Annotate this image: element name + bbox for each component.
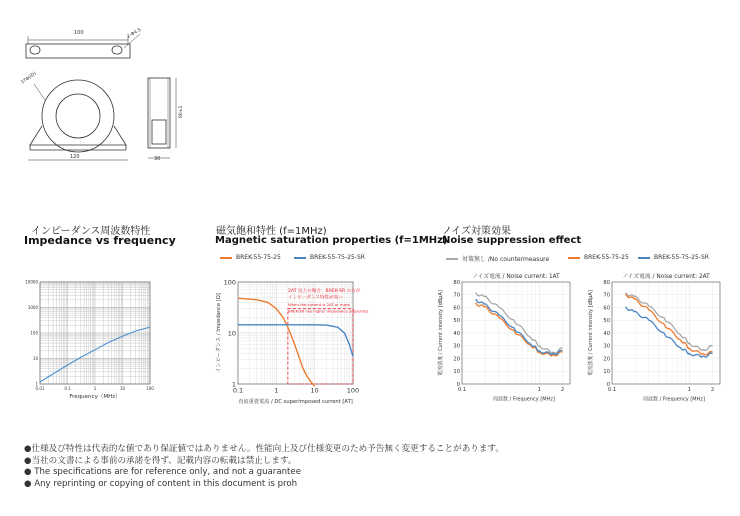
legend-saturation-1: BREK-55-75-25-SR — [294, 254, 365, 261]
annotation-text: インピーダンス特性が高い — [288, 295, 343, 301]
saturation-title-jp: 磁気飽和特性 (f=1MHz) — [216, 226, 327, 237]
x-axis-label: 周波数 / Frequency [MHz] — [643, 396, 705, 403]
note-line: ●仕様及び特性は代表的な値であり保証値ではありません。性能向上及び仕様変更のため予告無く変更することがあります。 — [24, 444, 504, 454]
saturation-title-en: Magnetic saturation properties (f=1MHz) — [215, 235, 448, 246]
annotation-text: When the current is 2AT or more — [288, 302, 350, 307]
y-tick-label: 10 — [32, 355, 38, 361]
annotation-text: BREK-SR has higher impedance properties — [288, 308, 369, 314]
y-tick-label: 30 — [603, 343, 610, 350]
top-view-drawing — [26, 34, 140, 58]
x-axis-label: 直流重畳電流 / DC superimposed current [AT] — [238, 399, 353, 405]
y-tick-label: 1 — [231, 380, 236, 389]
x-tick-label: 0.1 — [64, 386, 71, 391]
x-tick-label: 0.1 — [232, 386, 244, 395]
y-tick-label: 70 — [603, 292, 610, 299]
notes-block — [24, 444, 504, 490]
y-tick-label: 60 — [603, 305, 610, 312]
x-tick-label: 1 — [687, 387, 691, 394]
x-axis-label: 周波数 / Frequency [MHz] — [493, 396, 555, 403]
noise-title-jp: ノイズ対策効果 — [442, 226, 511, 237]
legend-noise-0: 対策無し /No countermeasure — [446, 254, 549, 263]
x-tick-label: 1 — [274, 386, 279, 395]
y-tick-label: 1 — [35, 381, 38, 387]
side-width-label: 30 — [154, 156, 161, 162]
chart-title: ノイズ電流 / Noise current: 1AT — [472, 274, 560, 280]
y-tick-label: 100 — [30, 330, 38, 336]
y-tick-label: 30 — [453, 343, 460, 350]
x-tick-label: 100 — [146, 386, 154, 391]
annotation-text: 2AT 以上の場合、BREK-SR の方が — [288, 289, 361, 294]
x-tick-label: 0.1 — [607, 387, 617, 394]
legend-noise-1: BREK-55-75-25 — [568, 254, 629, 261]
side-view-drawing — [148, 78, 176, 158]
x-axis-label: Frequency（MHz） — [69, 394, 121, 400]
note-line: ●当社の文書による事前の承諾を得ず、記載内容の転載は禁止します。 — [24, 455, 297, 466]
noise-chart-2at — [586, 266, 730, 408]
y-tick-label: 20 — [603, 356, 610, 363]
top-width-label: 100 — [74, 30, 84, 36]
y-tick-label: 70 — [453, 292, 460, 299]
y-axis-label: インピーダンス / Impedance [Ω] — [216, 293, 222, 373]
y-tick-label: 60 — [453, 305, 460, 312]
y-tick-label: 50 — [453, 318, 460, 325]
impedance-title-jp: インピーダンス周波数特性 — [31, 226, 151, 237]
y-tick-label: 40 — [453, 330, 460, 337]
legend-saturation-0: BREK-55-75-25 — [220, 254, 281, 261]
x-tick-label: 2 — [710, 387, 715, 394]
x-tick-label: 10 — [119, 386, 126, 391]
y-tick-label: 80 — [453, 279, 460, 286]
impedance-chart — [24, 276, 160, 406]
chart-title: ノイズ電流 / Noise current: 2AT — [622, 274, 710, 280]
noise-chart-1at — [436, 266, 580, 408]
note-line: ● The specifications are for reference only, and not a guarantee — [24, 467, 301, 477]
y-tick-label: 10 — [227, 329, 236, 338]
x-tick-label: 0.01 — [35, 386, 45, 391]
dimension-drawings — [0, 0, 230, 175]
hole-label: 2-Φ4.5 — [126, 27, 143, 40]
x-tick-label: 1 — [93, 386, 97, 391]
legend-noise-2: BREK-55-75-25-SR — [638, 254, 709, 261]
x-tick-label: 1 — [537, 387, 541, 394]
core-label: 37Φ(ID) — [20, 71, 38, 86]
y-tick-label: 10 — [453, 369, 460, 376]
x-tick-label: 2 — [560, 387, 565, 394]
base-width-label: 120 — [70, 154, 80, 160]
y-tick-label: 50 — [603, 318, 610, 325]
note-line: ● Any reprinting or copying of content in this document is proh — [24, 478, 298, 489]
y-tick-label: 10 — [603, 369, 610, 376]
x-tick-label: 0.1 — [457, 387, 467, 394]
y-axis-label: 電流強度 / Current intensity [dBμA] — [438, 290, 444, 376]
y-tick-label: 20 — [453, 356, 460, 363]
y-tick-label: 100 — [223, 278, 236, 287]
saturation-chart — [210, 270, 380, 406]
impedance-title-en: Impedance vs frequency — [24, 234, 176, 247]
y-tick-label: 40 — [603, 330, 610, 337]
x-tick-label: 100 — [346, 386, 360, 395]
front-view-drawing — [28, 80, 128, 160]
noise-title-en: Noise suppression effect — [442, 235, 582, 246]
y-tick-label: 1000 — [27, 304, 38, 310]
height-label: 86±1 — [179, 105, 184, 118]
x-tick-label: 10 — [310, 386, 319, 395]
y-tick-label: 10000 — [25, 279, 38, 285]
y-tick-label: 0 — [606, 381, 610, 388]
y-axis-label: 電流強度 / Current intensity [dBμA] — [588, 290, 594, 376]
y-tick-label: 0 — [456, 381, 460, 388]
y-tick-label: 80 — [603, 279, 610, 286]
